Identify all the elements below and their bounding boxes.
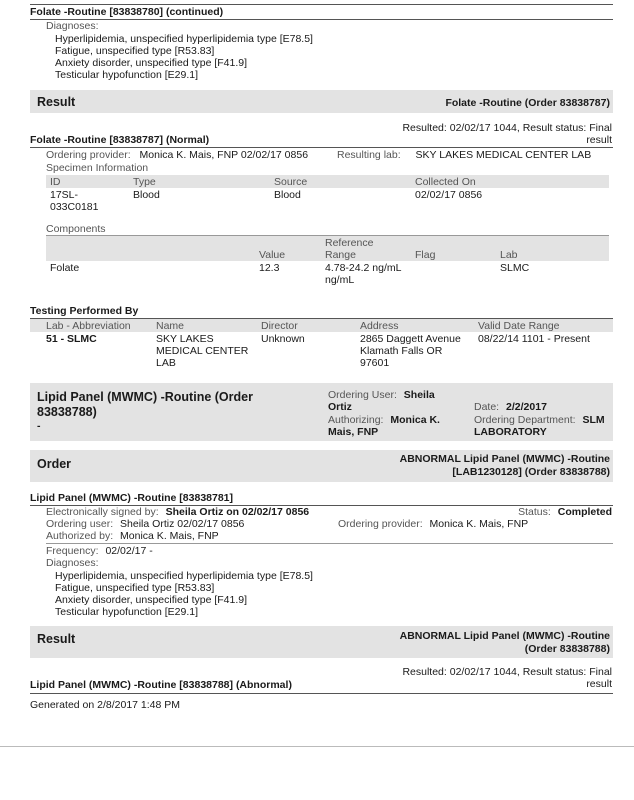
resulting-lab [337,149,591,161]
comp-col-value: Value [259,249,286,261]
diagnosis-item: Fatigue, unspecified type [R53.83] [55,45,215,57]
heading-rule [30,19,613,20]
order-diagnosis-item: Hyperlipidemia, unspecified hyperlipidemia type [E78.5] [55,570,313,582]
spec-id-cont: 033C0181 [50,201,99,213]
testing-col-lab: Lab - Abbreviation [46,320,131,332]
lipid-order-title-cont: 83838788) [37,405,97,419]
order-status-value: Completed [557,506,612,518]
lipid-order-dash: - [37,420,41,432]
diagnosis-item: Testicular hypofunction [E29.1] [55,69,199,81]
frequency-value: 02/02/17 - [105,545,153,557]
test-heading-rule [30,147,613,148]
ordering-provider-line [338,518,528,530]
comp-name: Folate [50,262,80,274]
lipid-result-heading: Lipid Panel (MWMC) -Routine [83838788] (Abnormal) [30,679,292,691]
folate-test-heading: Folate -Routine [83838787] (Normal) [30,134,210,146]
comp-lab: SLMC [500,262,530,274]
folate-continued-heading: Folate -Routine [83838780] (continued) [30,6,224,18]
ordering-user [328,389,435,401]
authorizing-value: Monica K. [390,414,440,426]
order-status [518,506,612,518]
ordering-department-value-cont: LABORATORY [474,426,547,438]
ordering-user-value: Sheila [403,389,435,401]
order-abnormal-title-cont: [LAB1230128] (Order 83838788) [452,466,610,478]
ordering-user-label: Ordering User: [328,389,397,401]
spec-source: Blood [274,189,301,201]
generated-on: Generated on 2/8/2017 1:48 PM [30,699,181,711]
ordering-user-line-label: Ordering user: [46,518,114,530]
order-diagnoses-label: Diagnoses: [46,557,99,569]
authorized-by [46,530,219,542]
spec-col-collected: Collected On [415,176,476,188]
result2-resulted-status: Resulted: 02/02/17 1044, Result status: Final [402,666,612,678]
testing-director: Unknown [261,333,305,345]
testing-col-director: Director [261,320,298,332]
testing-address-cont: Klamath Falls OR [360,345,443,357]
result2-abnormal-title: ABNORMAL Lipid Panel (MWMC) -Routine [399,630,610,642]
ordering-provider [46,149,308,161]
authorized-by-value: Monica K. Mais, FNP [120,530,219,542]
order-diagnosis-item: Anxiety disorder, unspecified type [F41.9] [55,594,248,606]
specimen-info-label: Specimen Information [46,162,149,174]
esigned-label: Electronically signed by: [46,506,159,518]
ordering-user-value-cont: Ortiz [328,401,352,413]
order-diagnosis-item: Fatigue, unspecified type [R53.83] [55,582,215,594]
ordering-provider-line-value: Monica K. Mais, FNP [429,518,529,530]
authorizing [328,414,440,426]
spec-col-source: Source [274,176,308,188]
testing-performed-heading: Testing Performed By [30,305,139,317]
frequency-rule [46,543,613,544]
result2-resulted-status-cont: result [586,678,612,690]
order-abnormal-title: ABNORMAL Lipid Panel (MWMC) -Routine [399,453,610,465]
comp-range: 4.78-24.2 ng/mL [325,262,402,274]
authorized-by-label: Authorized by: [46,530,114,542]
frequency [46,545,153,557]
comp-value: 12.3 [259,262,280,274]
resulted-status: Resulted: 02/02/17 1044, Result status: Final [402,122,612,134]
ordering-department [474,414,605,426]
testing-valid-range: 08/22/14 1101 - Present [478,333,590,345]
testing-address-cont: 97601 [360,357,390,369]
spec-col-type: Type [133,176,156,188]
testing-name-cont: MEDICAL CENTER [156,345,249,357]
result2-title: Result [37,632,76,646]
comp-col-reference: Reference [325,237,374,249]
esigned-value: Sheila Ortiz on 02/02/17 0856 [165,506,310,518]
ordering-provider-value: Monica K. Mais, FNP 02/02/17 0856 [139,149,309,161]
lipid-result-rule [30,693,613,694]
spec-type: Blood [133,189,160,201]
order-date-value: 2/2/2017 [506,401,547,413]
ordering-user-line [46,518,244,530]
electronically-signed [46,506,309,518]
order-diagnosis-item: Testicular hypofunction [E29.1] [55,606,199,618]
testing-name-cont: LAB [156,357,176,369]
result-title: Result [37,95,76,109]
ordering-provider-line-label: Ordering provider: [338,518,423,530]
testing-col-valid: Valid Date Range [478,320,560,332]
top-rule [30,4,613,5]
diagnoses-label: Diagnoses: [46,20,99,32]
lipid-order-heading: Lipid Panel (MWMC) -Routine [83838781] [30,492,234,504]
spec-col-id: ID [50,176,61,188]
resulted-status-cont: result [586,134,612,146]
comp-range-cont: ng/mL [325,274,355,286]
resulting-lab-value: SKY LAKES MEDICAL CENTER LAB [415,149,592,161]
comp-col-range: Range [325,249,356,261]
testing-name: SKY LAKES [156,333,214,345]
comp-col-flag: Flag [415,249,436,261]
ordering-user-line-value: Sheila Ortiz 02/02/17 0856 [120,518,245,530]
comp-col-lab: Lab [500,249,518,261]
testing-address: 2865 Daggett Avenue [360,333,461,345]
testing-col-name: Name [156,320,185,332]
result2-abnormal-title-cont: (Order 83838788) [524,643,610,655]
lipid-order-title: Lipid Panel (MWMC) -Routine (Order [37,390,253,404]
page-bottom-rule [0,746,634,747]
ordering-department-label: Ordering Department: [474,414,576,426]
order-date-label: Date: [474,401,500,413]
spec-collected: 02/02/17 0856 [415,189,483,201]
order-status-label: Status: [518,506,551,518]
specimen-header-bar [46,175,609,188]
order-date [474,401,547,413]
testing-col-address: Address [360,320,399,332]
authorizing-value-cont: Mais, FNP [328,426,379,438]
authorizing-label: Authorizing: [328,414,384,426]
testing-lab: 51 - SLMC [46,333,97,345]
result-order-title: Folate -Routine (Order 83838787) [445,97,610,109]
frequency-label: Frequency: [46,545,99,557]
diagnosis-item: Hyperlipidemia, unspecified hyperlipidemia type [E78.5] [55,33,313,45]
order-title: Order [37,457,72,471]
components-label: Components [46,223,106,235]
spec-id: 17SL- [50,189,79,201]
resulting-lab-label: Resulting lab: [337,149,401,161]
diagnosis-item: Anxiety disorder, unspecified type [F41.9] [55,57,248,69]
ordering-department-value: SLM [582,414,605,426]
ordering-provider-label: Ordering provider: [46,149,131,161]
